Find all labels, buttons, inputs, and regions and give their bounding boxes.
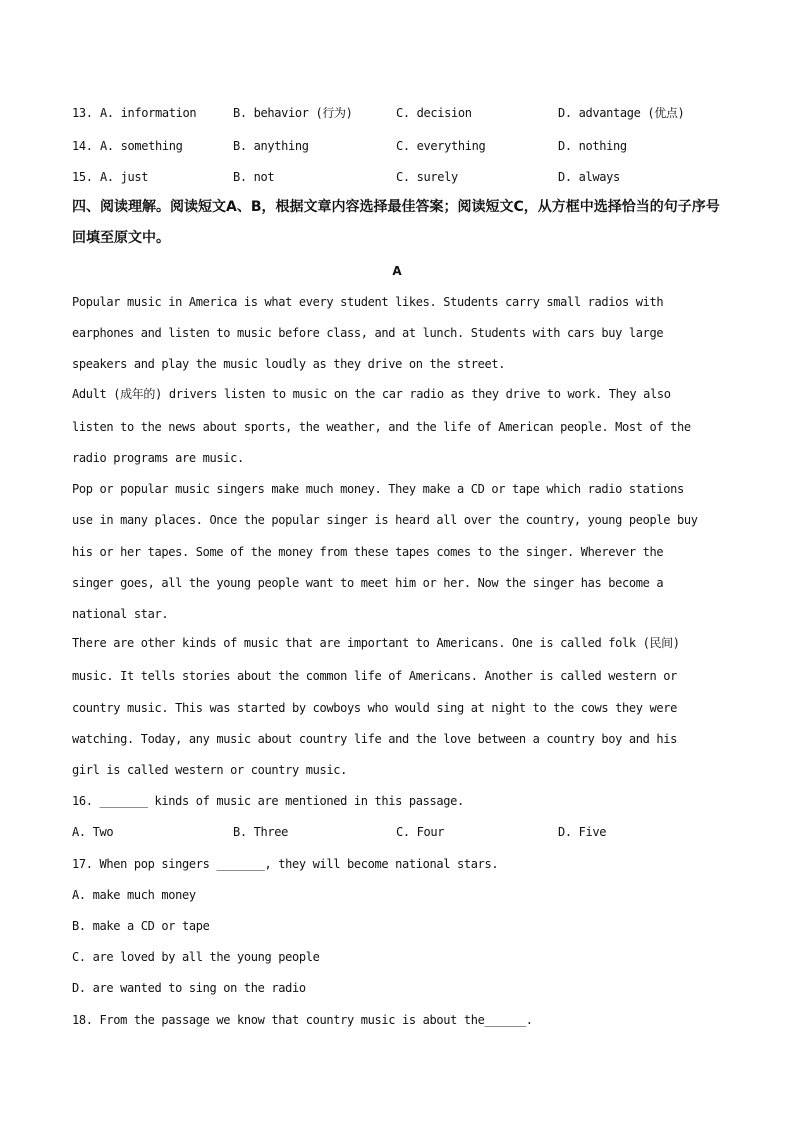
option-d: D. Five [558, 825, 607, 839]
passage-line: national star. [72, 607, 169, 621]
option-b: B. behavior (行为) [233, 106, 353, 120]
option-a: A. something [100, 139, 183, 153]
passage-line: listen to the news about sports, the weather, and the life of American people. Most of the [72, 420, 691, 434]
option-d: D. advantage (优点) [558, 106, 685, 120]
question-number: 15. [72, 170, 93, 184]
passage-line: girl is called western or country music. [72, 763, 347, 777]
passage-line: There are other kinds of music that are important to Americans. One is called folk (民间) [72, 636, 680, 650]
option-d: D. always [558, 170, 620, 184]
passage-line: speakers and play the music loudly as they drive on the street. [72, 357, 506, 371]
passage-line: Pop or popular music singers make much money. They make a CD or tape which radio stations [72, 482, 684, 496]
passage-title: A [392, 264, 402, 278]
option-a: A. Two [72, 825, 114, 839]
passage-line: watching. Today, any music about country life and the love between a country boy and his [72, 732, 677, 746]
option-b: B. not [233, 170, 275, 184]
passage-line: radio programs are music. [72, 451, 244, 465]
question-16-stem: 16. _______ kinds of music are mentioned in this passage. [72, 794, 464, 808]
option-b: B. make a CD or tape [72, 919, 210, 933]
option-c: C. decision [396, 106, 472, 120]
option-b: B. Three [233, 825, 288, 839]
section-heading-line-2: 回填至原文中。 [72, 230, 170, 246]
section-heading-line-1: 四、阅读理解。阅读短文A、B，根据文章内容选择最佳答案；阅读短文C，从方框中选择恰当的句子序号 [72, 199, 720, 215]
passage-line: music. It tells stories about the common life of Americans. Another is called western or [72, 669, 677, 683]
option-a: A. information [100, 106, 197, 120]
option-c: C. everything [396, 139, 486, 153]
question-18-stem: 18. From the passage we know that country music is about the______. [72, 1013, 533, 1027]
option-c: C. Four [396, 825, 445, 839]
option-a: A. just [100, 170, 149, 184]
passage-line: his or her tapes. Some of the money from these tapes comes to the singer. Wherever the [72, 545, 664, 559]
passage-line: earphones and listen to music before class, and at lunch. Students with cars buy large [72, 326, 664, 340]
passage-line: Popular music in America is what every student likes. Students carry small radios with [72, 295, 664, 309]
question-number: 13. [72, 106, 93, 120]
question-17-stem: 17. When pop singers _______, they will become national stars. [72, 857, 499, 871]
option-d: D. are wanted to sing on the radio [72, 981, 306, 995]
option-a: A. make much money [72, 888, 196, 902]
option-c: C. are loved by all the young people [72, 950, 320, 964]
passage-line: singer goes, all the young people want to meet him or her. Now the singer has become a [72, 576, 664, 590]
passage-line: Adult (成年的) drivers listen to music on the car radio as they drive to work. They also [72, 387, 671, 401]
option-d: D. nothing [558, 139, 627, 153]
passage-line: use in many places. Once the popular singer is heard all over the country, young people buy [72, 513, 698, 527]
option-c: C. surely [396, 170, 458, 184]
passage-line: country music. This was started by cowboys who would sing at night to the cows they were [72, 701, 677, 715]
option-b: B. anything [233, 139, 309, 153]
question-number: 14. [72, 139, 93, 153]
